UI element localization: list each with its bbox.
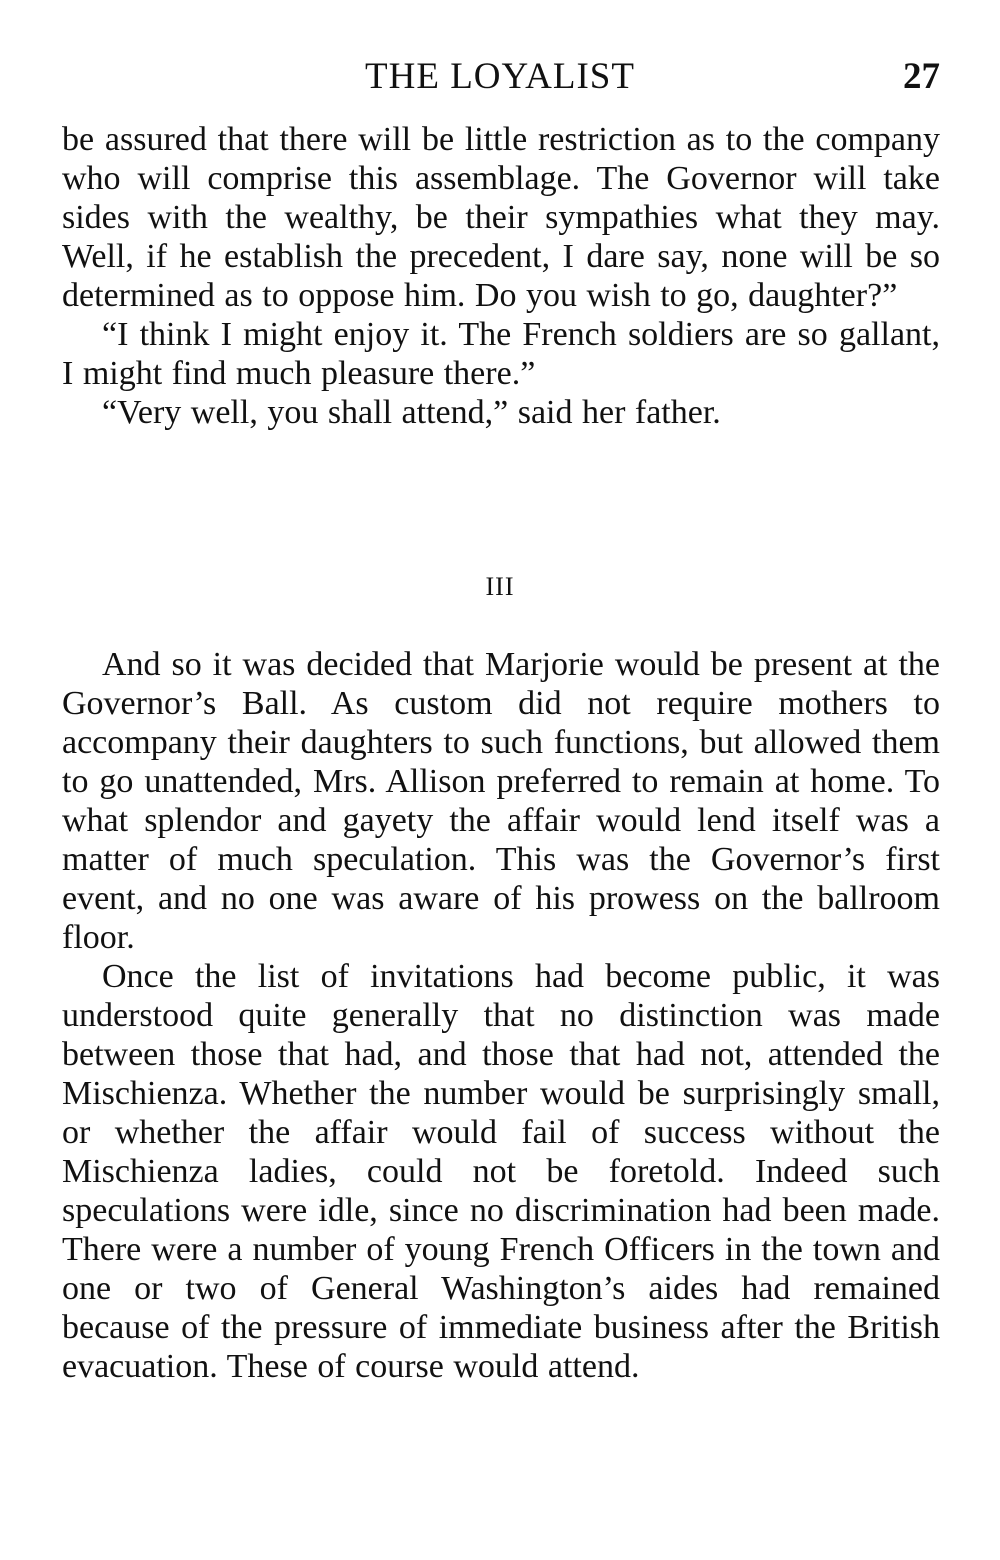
page-number: 27 [903,56,940,97]
paragraph-continued: be assured that there will be little restriction as to the company who will comprise this assemblage. The Governor will take sides with the wealthy, be their sympathies what they may. Well, if he establish the precedent, I dare say, none will be so determined as to oppose him. Do you wish to go, daughter?” [62,121,940,314]
paragraph-dialogue-father: “Very well, you shall attend,” said her father. [102,394,721,431]
running-title: THE LOYALIST [365,56,635,97]
paragraph-dialogue-daughter: “I think I might enjoy it. The French soldiers are so gallant, I might find much pleasure there.” [62,316,940,392]
paragraph-invitations: Once the list of invitations had become public, it was understood quite generally that no distinction was made between those that had, and those that had not, attended the Mischienza. Whether the number would be surprisingly small, or whether the affair would fail of success without the Mischienza ladies, could not be foretold. Indeed such speculations were idle, since no discrimination had been made. There were a number of young French Officers in the town and one or two of General Washington’s aides had remained because of the pressure of immediate business after the British evacuation. These of course would attend. [62,958,940,1385]
text-block-after-section [62,645,940,1386]
section-number: III [485,572,515,601]
paragraph-governors-ball: And so it was decided that Marjorie would be present at the Governor’s Ball. As custom did not require mothers to accompany their daughters to such functions, but allowed them to go unattended, Mrs. Allison preferred to remain at home. To what splendor and gayety the affair would lend itself was a matter of much speculation. This was the Governor’s first event, and no one was aware of his prowess on the ballroom floor. [62,646,940,956]
running-head [60,52,940,102]
text-block-before-section [62,120,940,432]
